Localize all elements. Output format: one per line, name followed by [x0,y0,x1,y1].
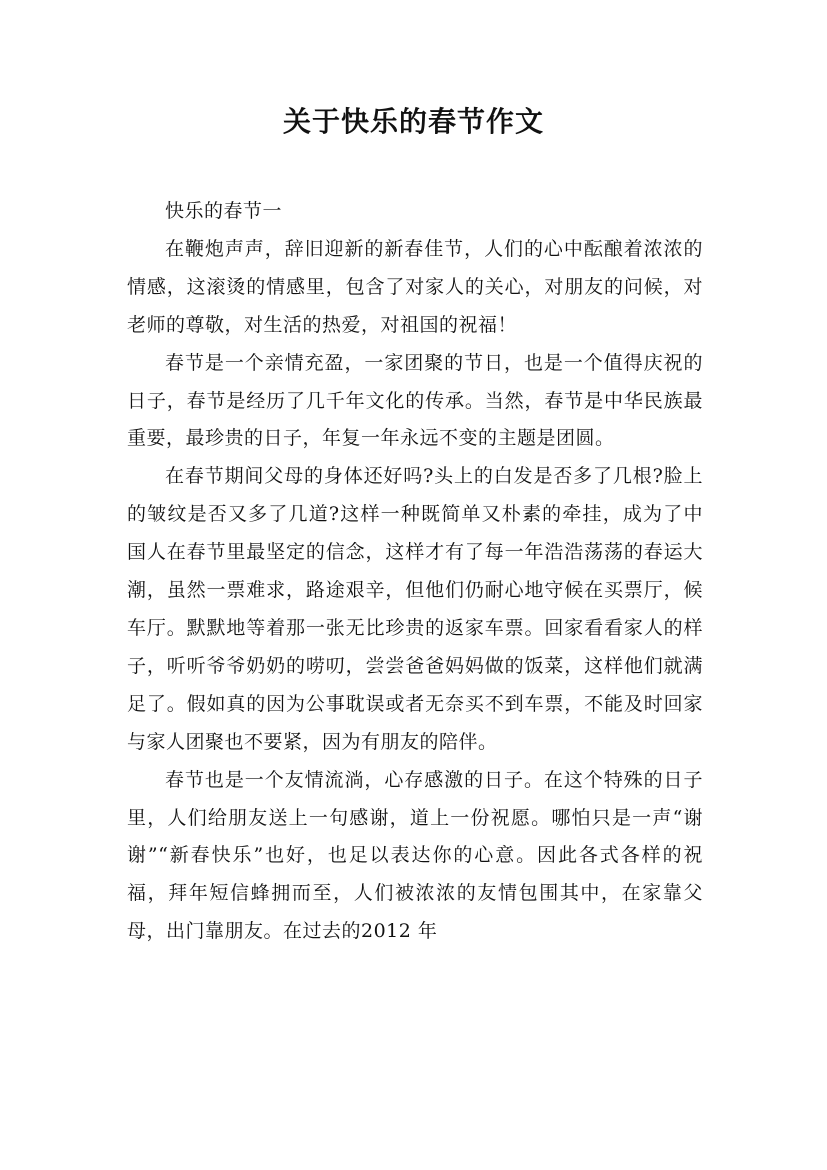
document-title: 关于快乐的春节作文 [282,105,544,138]
paragraph: 春节也是一个友情流淌，心存感激的日子。在这个特殊的日子里，人们给朋友送上一句感谢，道上一份祝愿。哪怕只是一声“谢谢”“新春快乐”也好，也足以表达你的心意。因此各式各样的祝福，拜年短信蜂拥而至，人们被浓浓的友情包围其中，在家靠父母，出门靠朋友。在过去的2012 年 [127,768,703,943]
document-body [127,193,703,951]
paragraph: 在鞭炮声声，辞旧迎新的新春佳节，人们的心中酝酿着浓浓的情感，这滚烫的情感里，包含了对家人的关心，对朋友的问候，对老师的尊敬，对生活的热爱，对祖国的祝福！ [127,237,703,336]
paragraph: 在春节期间父母的身体还好吗?头上的白发是否多了几根?脸上的皱纹是否又多了几道?这样一种既简单又朴素的牵挂，成为了中国人在春节里最坚定的信念，这样才有了每一年浩浩荡荡的春运大潮，虽然一票难求，路途艰辛，但他们仍耐心地守候在买票厅，候车厅。默默地等着那一张无比珍贵的返家车票。回家看看家人的样子，听听爷爷奶奶的唠叨，尝尝爸爸妈妈做的饭菜，这样他们就满足了。假如真的因为公事耽误或者无奈买不到车票，不能及时回家与家人团聚也不要紧，因为有朋友的陪伴。 [127,465,703,753]
section-heading: 快乐的春节一 [165,200,283,222]
paragraph: 春节是一个亲情充盈，一家团聚的节日，也是一个值得庆祝的日子，春节是经历了几千年文化的传承。当然，春节是中华民族最重要，最珍贵的日子，年复一年永远不变的主题是团圆。 [127,351,703,450]
